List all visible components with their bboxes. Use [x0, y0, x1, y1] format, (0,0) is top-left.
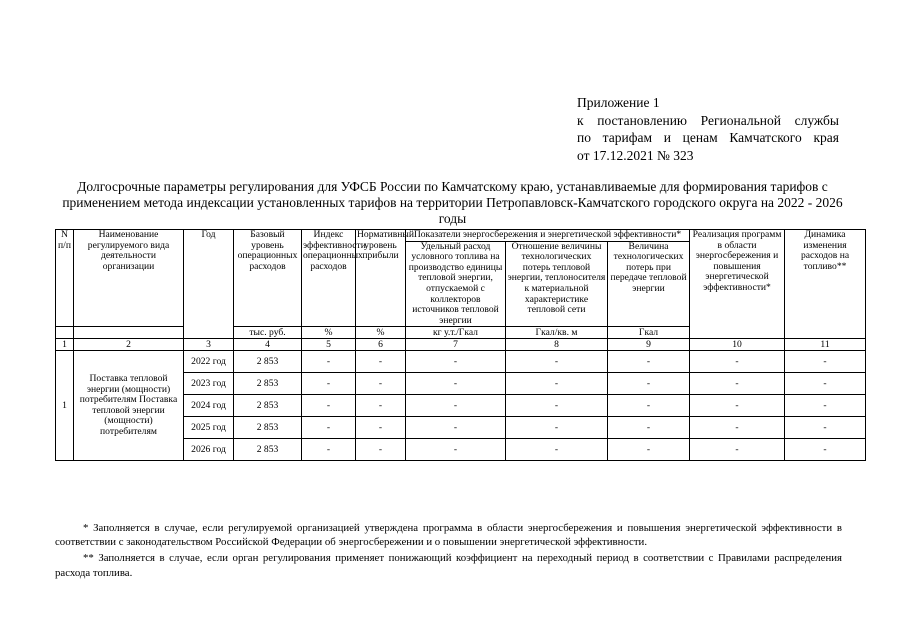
cell-year: 2025 год — [184, 417, 234, 439]
header-row-1 — [56, 230, 866, 242]
cell-loss-ratio: - — [506, 439, 608, 461]
unit-loss-value: Гкал — [608, 327, 690, 339]
unit-index: % — [302, 327, 356, 339]
cell-loss-value: - — [608, 351, 690, 373]
unit-base: тыс. руб. — [234, 327, 302, 339]
cell-base: 2 853 — [234, 351, 302, 373]
cell-year: 2024 год — [184, 395, 234, 417]
cell-year: 2026 год — [184, 439, 234, 461]
cell-fuel-dynamics: - — [785, 417, 866, 439]
table-row — [56, 351, 866, 373]
unit-cell-empty — [74, 327, 184, 339]
cell-index: - — [302, 351, 356, 373]
cell-index: - — [302, 417, 356, 439]
col-number: 4 — [234, 339, 302, 351]
header-loss-ratio: Отношение величины технологических потерь тепловой энергии, теплоносителя к материальной характеристике тепловой сети — [506, 241, 608, 327]
cell-specific-fuel: - — [406, 417, 506, 439]
header-normative-profit: Нормативный уровень прибыли — [356, 230, 406, 327]
header-loss-value: Величина технологических потерь при передаче тепловой энергии — [608, 241, 690, 327]
appendix-line-3: по тарифам и ценам Камчатского края — [577, 130, 839, 145]
unit-loss-ratio: Гкал/кв. м — [506, 327, 608, 339]
cell-fuel-dynamics: - — [785, 351, 866, 373]
header-activity: Наименование регулируемого вида деятельности организации — [74, 230, 184, 327]
cell-year: 2022 год — [184, 351, 234, 373]
footnote-2: ** Заполняется в случае, если орган регулирования применяет понижающий коэффициент на переходный период в соответствии с Правилами распределения расхода топлива. — [55, 552, 842, 579]
header-base-opex: Базовый уровень операционных расходов — [234, 230, 302, 327]
cell-loss-value: - — [608, 373, 690, 395]
col-number: 7 — [406, 339, 506, 351]
cell-base: 2 853 — [234, 439, 302, 461]
cell-specific-fuel: - — [406, 395, 506, 417]
cell-loss-value: - — [608, 439, 690, 461]
cell-loss-value: - — [608, 417, 690, 439]
header-efficiency-index: Индекс эффективности операционных расходов — [302, 230, 356, 327]
header-num: N п/п — [56, 230, 74, 327]
col-number: 9 — [608, 339, 690, 351]
activity-name: Поставка тепловой энергии (мощности) потребителям Поставка тепловой энергии (мощности) потребителям — [74, 351, 184, 461]
appendix-line-4: от 17.12.2021 № 323 — [577, 147, 694, 163]
cell-norm: - — [356, 439, 406, 461]
col-number: 5 — [302, 339, 356, 351]
cell-fuel-dynamics: - — [785, 395, 866, 417]
cell-base: 2 853 — [234, 373, 302, 395]
cell-index: - — [302, 439, 356, 461]
cell-specific-fuel: - — [406, 439, 506, 461]
cell-index: - — [302, 395, 356, 417]
cell-index: - — [302, 373, 356, 395]
appendix-line-2: к постановлению Региональной службы — [577, 112, 839, 128]
cell-norm: - — [356, 417, 406, 439]
document-title: Долгосрочные параметры регулирования для УФСБ России по Камчатскому краю, устанавливаемые для формирования тарифов с применением метода индексации установленных тарифов на территории Петропавловск-Камчатского городского округа на 2022 - 2026 годы — [62, 179, 843, 226]
cell-fuel-dynamics: - — [785, 439, 866, 461]
cell-programs: - — [690, 439, 785, 461]
parameters-table — [55, 229, 866, 461]
cell-specific-fuel: - — [406, 373, 506, 395]
cell-fuel-dynamics: - — [785, 373, 866, 395]
cell-loss-ratio: - — [506, 417, 608, 439]
cell-specific-fuel: - — [406, 351, 506, 373]
col-number: 2 — [74, 339, 184, 351]
unit-cell-empty — [56, 327, 74, 339]
col-number: 1 — [56, 339, 74, 351]
col-number: 3 — [184, 339, 234, 351]
cell-loss-ratio: - — [506, 351, 608, 373]
cell-loss-ratio: - — [506, 373, 608, 395]
cell-base: 2 853 — [234, 417, 302, 439]
unit-specific-fuel: кг у.т./Гкал — [406, 327, 506, 339]
cell-norm: - — [356, 351, 406, 373]
appendix-block — [577, 94, 839, 164]
cell-programs: - — [690, 417, 785, 439]
col-number: 6 — [356, 339, 406, 351]
column-numbers-row — [56, 339, 866, 351]
cell-loss-value: - — [608, 395, 690, 417]
cell-norm: - — [356, 395, 406, 417]
unit-norm: % — [356, 327, 406, 339]
cell-base: 2 853 — [234, 395, 302, 417]
header-year: Год — [184, 230, 234, 339]
cell-norm: - — [356, 373, 406, 395]
cell-programs: - — [690, 373, 785, 395]
cell-programs: - — [690, 395, 785, 417]
header-programs: Реализация программ в области энергосбережения и повышения энергетической эффективности* — [690, 230, 785, 339]
footnote-1: * Заполняется в случае, если регулируемой организацией утверждена программа в области энергосбережения и повышения энергетической эффективности в соответствии с законодательством Российской Федерации об энергосбережении и о повышении энергетической эффективности. — [55, 522, 842, 549]
appendix-line-1: Приложение 1 — [577, 95, 660, 110]
col-number: 8 — [506, 339, 608, 351]
col-number: 10 — [690, 339, 785, 351]
header-energy-indicators: Показатели энергосбережения и энергетической эффективности* — [406, 230, 690, 242]
header-specific-fuel: Удельный расход условного топлива на производство единицы тепловой энергии, отпускаемой с коллекторов источников тепловой энергии — [406, 241, 506, 327]
footnotes — [55, 521, 842, 580]
cell-year: 2023 год — [184, 373, 234, 395]
cell-programs: - — [690, 351, 785, 373]
header-fuel-dynamics: Динамика изменения расходов на топливо** — [785, 230, 866, 339]
cell-loss-ratio: - — [506, 395, 608, 417]
col-number: 11 — [785, 339, 866, 351]
row-number: 1 — [56, 351, 74, 461]
